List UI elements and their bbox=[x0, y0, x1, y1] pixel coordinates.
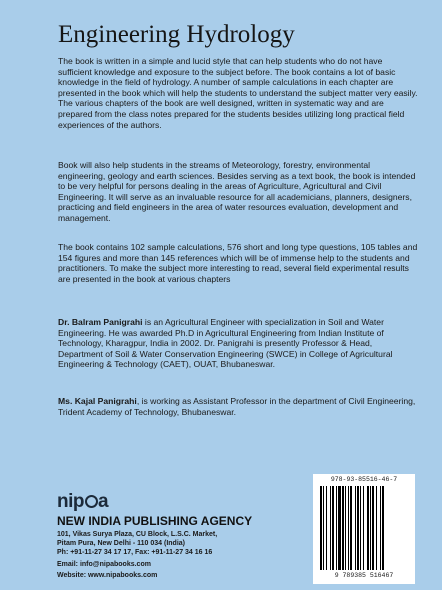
description-paragraph-1: The book is written in a simple and lucid style that can help students who do not have sufficient knowledge and exposure to the subject before. The book contains a lot of basic knowledge in the field of hydrology. A number of sample calculations in each chapter are presented in the book which will help the students to understand the subject matter very easily. The various chapters of the book are well designed, written in systematic way and are prepared from the class notes prepared for the students besides utilizing long practical field experiences of the authors. bbox=[58, 56, 418, 130]
publisher-phone: Ph: +91-11-27 34 17 17, Fax: +91-11-27 34 16 16 bbox=[57, 549, 213, 556]
isbn-barcode bbox=[313, 474, 415, 584]
isbn-bottom-text: 9 789385 516467 bbox=[334, 572, 394, 579]
book-title: Engineering Hydrology bbox=[58, 21, 295, 48]
logo-ring-icon bbox=[85, 495, 98, 508]
author-bio-text-2: , is working as Assistant Professor in the department of Civil Engineering, Trident Academy of Technology, Bhubaneswar. bbox=[58, 396, 416, 417]
description-paragraph-2: Book will also help students in the streams of Meteorology, forestry, environmental engineering, geology and earth sciences. Besides serving as a text book, the book is intended to be very helpful for persons dealing in the areas of Agriculture, Agricultural and Civil Engineering. It will serve as an invaluable resource for all academicians, planners, designers, practicing and field engineers in the area of water resources evaluation, development and management. bbox=[58, 160, 416, 223]
description-paragraph-3: The book contains 102 sample calculations, 576 short and long type questions, 105 tables and 154 figures and more than 145 references which will be of immense help to the students and practitioners. To make the subject more interesting to read, several field experimental results are presented in the book at various chapters bbox=[58, 242, 418, 284]
isbn-top-text: 978-93-85516-46-7 bbox=[330, 476, 398, 483]
publisher-name: NEW INDIA PUBLISHING AGENCY bbox=[57, 514, 253, 528]
publisher-address-line-2: Pitam Pura, New Delhi - 110 034 (India) bbox=[57, 540, 185, 547]
publisher-email: Email: info@nipabooks.com bbox=[57, 561, 151, 568]
author-bio-text-1: is an Agricultural Engineer with specialization in Soil and Water Engineering. He was awarded Ph.D in Agricultural Engineering from Indian Institute of Technology, Kharagpur, India in 2002. Dr. Panigrahi is presently Professor & Head, Department of Soil & Water Conservation Engineering (SWCE) in College of Agricultural Engineering & Technology (CAET), OUAT, Bhubaneswar. bbox=[58, 317, 393, 370]
author-bio-2 bbox=[58, 396, 418, 417]
author-name-1: Dr. Balram Panigrahi bbox=[58, 317, 143, 327]
author-bio-1 bbox=[58, 317, 418, 370]
barcode-bars-icon bbox=[319, 486, 409, 570]
author-name-2: Ms. Kajal Panigrahi bbox=[58, 396, 137, 406]
publisher-address-line-1: 101, Vikas Surya Plaza, CU Block, L.S.C. Market, bbox=[57, 531, 218, 538]
publisher-website: Website: www.nipabooks.com bbox=[57, 572, 158, 579]
publisher-logo: nip a bbox=[57, 491, 109, 512]
